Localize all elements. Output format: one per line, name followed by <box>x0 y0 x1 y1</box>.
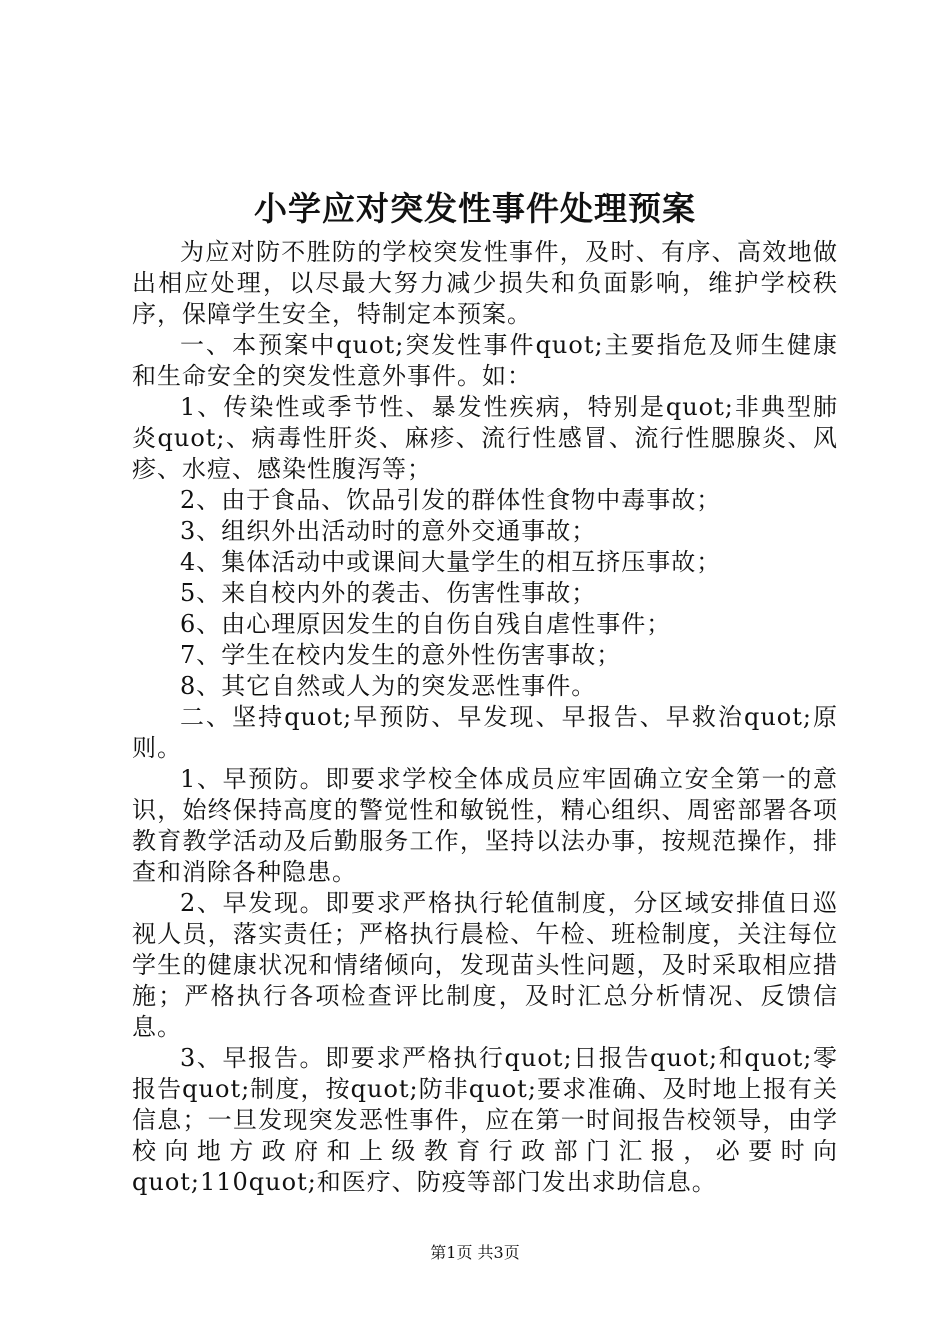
list-item-7: 7、学生在校内发生的意外性伤害事故； <box>180 641 622 669</box>
principle-early-detection: 2、早发现。即要求严格执行轮值制度，分区域安排值日巡视人员，落实责任；严格执行晨检、午检、班检制度，关注每位学生的健康状况和情绪倾向，发现苗头性问题，及时采取相应措施；严格执行各项检查评比制度，及时汇总分析情况、反馈信息。 <box>132 889 838 1041</box>
list-item-8: 8、其它自然或人为的突发恶性事件。 <box>180 672 597 700</box>
list-item-1: 1、传染性或季节性、暴发性疾病，特别是quot;非典型肺炎quot;、病毒性肝炎、麻疹、流行性感冒、流行性腮腺炎、风疹、水痘、感染性腹泻等； <box>132 393 838 483</box>
page-number-footer: 第1页 共3页 <box>430 1243 520 1262</box>
principle-early-report: 3、早报告。即要求严格执行quot;日报告quot;和quot;零报告quot;制度，按quot;防非quot;要求准确、及时地上报有关信息；一旦发现突发恶性事件，应在第一时间报告校领导，由学校向地方政府和上级教育行政部门汇报，必要时向quot;110quot;和医疗、防疫等部门发出求助信息。 <box>132 1044 838 1196</box>
document-body <box>132 237 838 1198</box>
principle-early-prevention: 1、早预防。即要求学校全体成员应牢固确立安全第一的意识，始终保持高度的警觉性和敏锐性，精心组织、周密部署各项教育教学活动及后勤服务工作，坚持以法办事，按规范操作，排查和消除各种隐患。 <box>132 765 838 886</box>
paragraph-intro: 为应对防不胜防的学校突发性事件，及时、有序、高效地做出相应处理，以尽最大努力减少损失和负面影响，维护学校秩序，保障学生安全，特制定本预案。 <box>132 238 838 328</box>
document-title: 小学应对突发性事件处理预案 <box>254 189 696 228</box>
list-item-4: 4、集体活动中或课间大量学生的相互挤压事故； <box>180 548 722 576</box>
list-item-3: 3、组织外出活动时的意外交通事故； <box>180 517 597 545</box>
list-item-2: 2、由于食品、饮品引发的群体性食物中毒事故； <box>180 486 722 514</box>
list-item-6: 6、由心理原因发生的自伤自残自虐性事件； <box>180 610 672 638</box>
paragraph-section-2: 二、坚持quot;早预防、早发现、早报告、早救治quot;原则。 <box>132 703 838 762</box>
paragraph-section-1: 一、本预案中quot;突发性事件quot;主要指危及师生健康和生命安全的突发性意外事件。如： <box>132 331 838 390</box>
list-item-5: 5、来自校内外的袭击、伤害性事故； <box>180 579 597 607</box>
